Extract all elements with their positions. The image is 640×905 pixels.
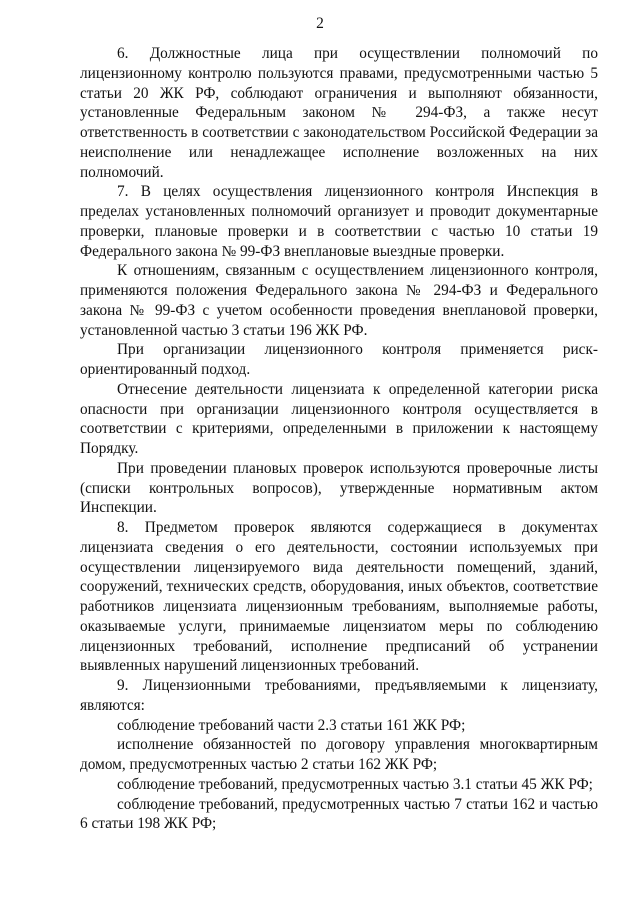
paragraph-9-license-requirements: 9. Лицензионными требованиями, предъявляемыми к лицензиату, являются:: [80, 677, 598, 714]
page-number: 2: [316, 15, 324, 32]
requirement-item: соблюдение требований части 2.3 статьи 161 ЖК РФ;: [117, 716, 466, 734]
paragraph-7-inspections: 7. В целях осуществления лицензионного контроля Инспекция в пределах установленных полномочий организует и проводит документарные проверки, плановые проверки и в соответствии с частью 10 статьи 19 Федерального закона № 99-ФЗ внеплановые выездные проверки.: [80, 183, 598, 260]
paragraph-6-officials-rights: 6. Должностные лица при осуществлении полномочий по лицензионному контролю пользуются правами, предусмотренными частью 5 статьи 20 ЖК РФ, соблюдают ограничения и выполняют обязанности, установленные Федеральным законом № 294-ФЗ, а также несут ответственность в соответствии с законодательством Российской Федерации за неисполнение или ненадлежащее исполнение возложенных на них полномочий.: [80, 45, 598, 181]
document-body: [80, 44, 598, 834]
paragraph-risk-approach: При организации лицензионного контроля применяется риск-ориентированный подход.: [80, 341, 598, 378]
paragraph-checklists: При проведении плановых проверок используются проверочные листы (списки контрольных вопросов), утвержденные нормативным актом Инспекции.: [80, 459, 598, 517]
requirement-item: соблюдение требований, предусмотренных частью 7 статьи 162 и частью 6 статьи 198 ЖК РФ;: [80, 795, 598, 833]
paragraph-risk-category: Отнесение деятельности лицензиата к определенной категории риска опасности при организации лицензионного контроля осуществляется в соответствии с критериями, определенными в приложении к настоящему Порядку.: [80, 380, 598, 457]
paragraph-applicable-law: К отношениям, связанным с осуществлением лицензионного контроля, применяются положения Федерального закона № 294-ФЗ и Федерального закона № 99-ФЗ с учетом особенности проведения внеплановой проверки, установленной частью 3 статьи 196 ЖК РФ.: [80, 262, 598, 339]
paragraph-8-inspection-subject: 8. Предметом проверок являются содержащиеся в документах лицензиата сведения о его деятельности, состоянии используемых при осуществлении лицензируемого вида деятельности помещений, зданий, сооружений, технических средств, оборудования, иных объектов, соответствие работников лицензиата лицензионным требованиям, выполняемые работы, оказываемые услуги, принимаемые лицензиатом меры по соблюдению лицензионных требований, исполнение предписаний об устранении выявленных нарушений лицензионных требований.: [80, 519, 598, 675]
requirement-item: исполнение обязанностей по договору управления многоквартирным домом, предусмотренных частью 2 статьи 162 ЖК РФ;: [80, 736, 598, 773]
requirement-item: соблюдение требований, предусмотренных частью 3.1 статьи 45 ЖК РФ;: [117, 775, 593, 793]
